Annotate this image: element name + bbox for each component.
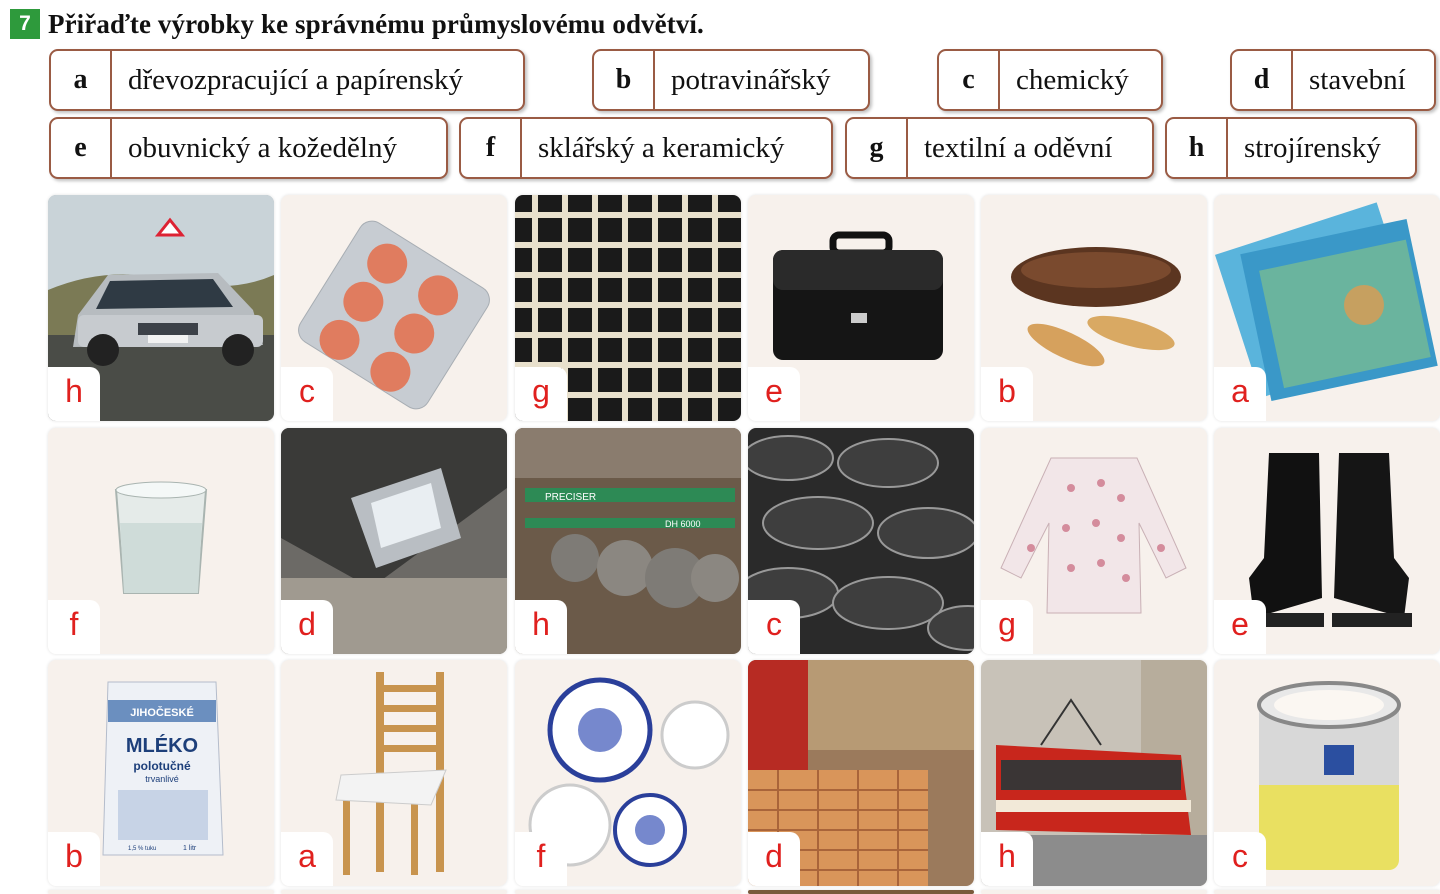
product-tile-boots [1214, 428, 1440, 654]
industry-letter: b [594, 51, 655, 109]
answer-badge: d [748, 832, 800, 886]
milk-volume-text: 1 litr [183, 845, 197, 852]
industry-name: potravinářský [671, 63, 831, 96]
milk-name-text: MLÉKO [125, 735, 199, 757]
product-tile-attic-insulation [281, 428, 507, 654]
answer-badge: b [48, 832, 100, 886]
product-tile-cutoff [48, 890, 274, 894]
answer-badge: h [515, 600, 567, 654]
answer-badge: a [1214, 367, 1266, 421]
industry-letter: a [51, 51, 112, 109]
product-tile-car [48, 195, 274, 421]
industry-name: obuvnický a kožedělný [128, 131, 397, 164]
answer-badge: f [48, 600, 100, 654]
answer-badge: c [748, 600, 800, 654]
industry-name: dřevozpracující a papírenský [128, 63, 463, 96]
industry-letter: d [1232, 51, 1293, 109]
product-tile-cutoff [1214, 890, 1440, 894]
milk-fat-text: 1,5 % tuku [128, 846, 157, 852]
product-tile-exercise-books [1214, 195, 1440, 421]
product-tile-blouse [981, 428, 1207, 654]
product-tile-paint-can [1214, 660, 1440, 886]
product-tile-porcelain-bowls [515, 660, 741, 886]
industry-name: chemický [1016, 63, 1129, 96]
answer-badge: b [981, 367, 1033, 421]
product-tile-cutoff [515, 890, 741, 894]
product-tile-tram [981, 660, 1207, 886]
industry-name: stavební [1309, 63, 1406, 96]
answer-badge: e [1214, 600, 1266, 654]
industry-letter: g [847, 119, 908, 177]
product-tile-cutoff [748, 890, 974, 894]
answer-badge: e [748, 367, 800, 421]
product-tile-briefcase [748, 195, 974, 421]
product-tile-brick-wall [748, 660, 974, 886]
answer-badge: h [48, 367, 100, 421]
industry-letter: e [51, 119, 112, 177]
milk-brand-text: JIHOČESKÉ [130, 707, 194, 719]
product-tile-chair [281, 660, 507, 886]
product-tile-cutoff [281, 890, 507, 894]
product-tile-tyres [748, 428, 974, 654]
product-tile-cutoff [981, 890, 1207, 894]
answer-badge: c [1214, 832, 1266, 886]
answer-badge: a [281, 832, 333, 886]
answer-badge: h [981, 832, 1033, 886]
harrow-model-text: DH 6000 [665, 519, 701, 529]
product-tile-bread [981, 195, 1207, 421]
answer-badge: f [515, 832, 567, 886]
industry-name: textilní a oděvní [924, 131, 1113, 164]
product-tile-glass [48, 428, 274, 654]
exercise-number: 7 [10, 9, 40, 39]
product-tile-jute-net [515, 195, 741, 421]
industry-letter: c [939, 51, 1000, 109]
industry-letter: h [1167, 119, 1228, 177]
exercise-title: Přiřaďte výrobky ke správnému průmyslovému odvětví. [48, 8, 704, 39]
milk-type-text: polotučné [133, 759, 191, 773]
milk-subtype-text: trvanlivé [145, 774, 179, 784]
answer-badge: d [281, 600, 333, 654]
industry-letter: f [461, 119, 522, 177]
answer-badge: c [281, 367, 333, 421]
answer-badge: g [981, 600, 1033, 654]
product-tile-milk-carton [48, 660, 274, 886]
product-tile-disc-harrow [515, 428, 741, 654]
product-tile-pills [281, 195, 507, 421]
industry-name: strojírenský [1244, 131, 1381, 164]
answer-badge: g [515, 367, 567, 421]
industry-name: sklářský a keramický [538, 131, 785, 164]
harrow-brand-text: PRECISER [545, 492, 597, 503]
